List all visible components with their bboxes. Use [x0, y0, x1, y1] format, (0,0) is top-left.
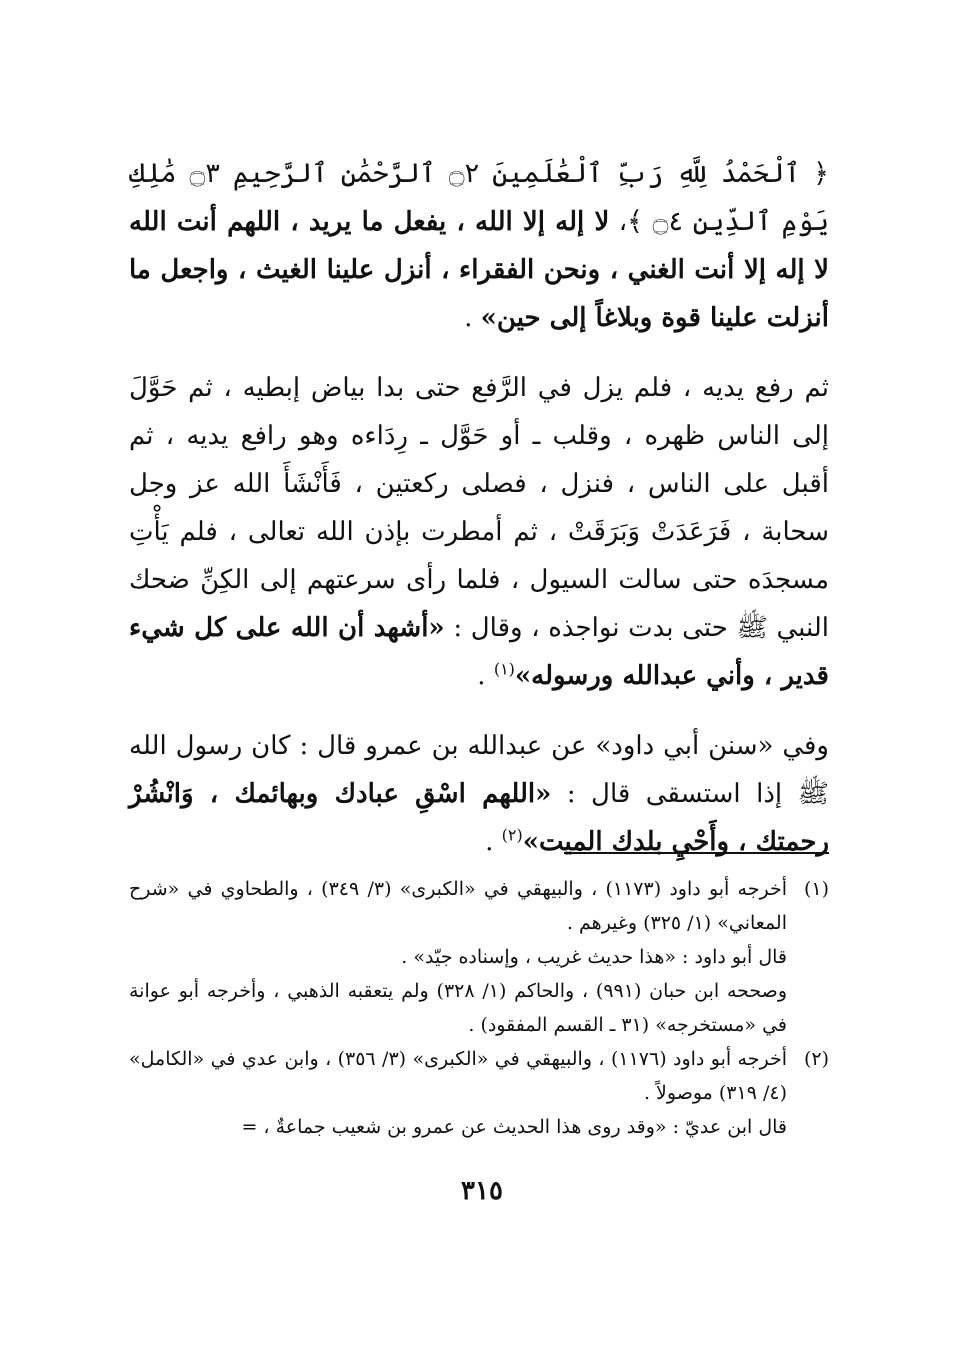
main-text — [129, 150, 829, 888]
narration-text: ثم رفع يديه ، فلم يزل في الرَّفع حتى بدا بياض إبطيه ، ثم حَوَّلَ إلى الناس ظهره ، وقلب ـ أو حَوَّل ـ رِدَاءه وهو رافع يديه ، ثم أقبل على الناس ، فنزل ، فصلى ركعتين ، فَأَنْشَأَ الله عز وجل سحابة ، فَرَعَدَتْ وَبَرَقَتْ ، ثم أمطرت بإذن الله تعالى ، فلم يَأْتِ مسجدَه حتى سالت السيول ، فلما رأى سرعتهم إلى الكِنِّ ضحك النبي ﷺ حتى بدت نواجذه ، وقال : — [129, 373, 830, 643]
hadith-quote: «أشهد أن الله على كل شيء قدير ، وأني عبدالله ورسوله» — [129, 613, 829, 691]
footnote-separator — [564, 852, 829, 854]
sunan-text: وفي «سنن أبي داود» عن عبدالله بن عمرو قال : كان رسول الله ﷺ إذا استسقى قال : — [129, 731, 829, 809]
footnote-number: (١) — [803, 878, 829, 900]
hadith-quote: «اللهم اسْقِ عبادك وبهائمك ، وَانْشُرْ رحمتك ، وأَحْيِ بلدك الميت» — [129, 779, 829, 857]
footnote-1 — [129, 872, 829, 940]
footnote-text: أخرجه أبو داود (١١٧٦) ، والبيهقي في «الكبرى» (٣/ ٣٥٦) ، وابن عدي في «الكامل» (٤/ ٣١٩) موصولاً . — [129, 1048, 787, 1104]
footnote-2-line-2: قال ابن عديّ : «وقد روى هذا الحديث عن عمرو بن شعيب جماعةٌ ، = — [241, 1116, 787, 1138]
paragraph-end: . — [477, 661, 494, 691]
footnote-ref-1[interactable]: (١) — [493, 659, 515, 679]
page-number: ٣١٥ — [461, 1176, 503, 1206]
footnote-1-line-2: قال أبو داود : «هذا حديث غريب ، وإسناده جيّد» . — [401, 946, 787, 968]
footnote-2 — [129, 1042, 829, 1110]
footnote-text: أخرجه أبو داود (١١٧٣) ، والبيهقي في «الكبرى» (٣/ ٣٤٩) ، والطحاوي في «شرح المعاني» (١/ ٣٢٥) وغيرهم . — [129, 878, 787, 934]
footnote-1-line-3: وصححه ابن حبان (٩٩١) ، والحاكم (١/ ٣٢٨) ولم يتعقبه الذهبي ، وأخرجه أبو عوانة في «مستخرجه» (٣١ ـ القسم المفقود) . — [129, 980, 787, 1036]
quran-verse: ﴿ ٱلْحَمْدُ لِلَّهِ رَبِّ ٱلْعَٰلَمِينَ ۝٢ ٱلرَّحْمَٰنِ ٱلرَّحِيمِ ۝٣ مَٰلِكِ يَوْمِ ٱلدِّينِ ۝٤ ﴾ — [129, 158, 830, 237]
footnote-ref-2[interactable]: (٢) — [501, 825, 523, 845]
separator-text: ، — [609, 207, 628, 237]
dua-text: لا إله إلا الله ، يفعل ما يريد ، اللهم أنت الله لا إله إلا أنت الغني ، ونحن الفقراء ، أنزل علينا الغيث ، واجعل ما أنزلت علينا قوة وبلاغاً إلى حين» — [129, 207, 829, 333]
paragraph-narration — [129, 364, 829, 700]
paragraph-dua — [129, 150, 829, 342]
footnote-number: (٢) — [803, 1048, 829, 1070]
paragraph-end: . — [464, 303, 481, 333]
paragraph-sunan — [129, 722, 829, 866]
footnotes — [129, 872, 829, 1144]
paragraph-end: . — [485, 827, 502, 857]
